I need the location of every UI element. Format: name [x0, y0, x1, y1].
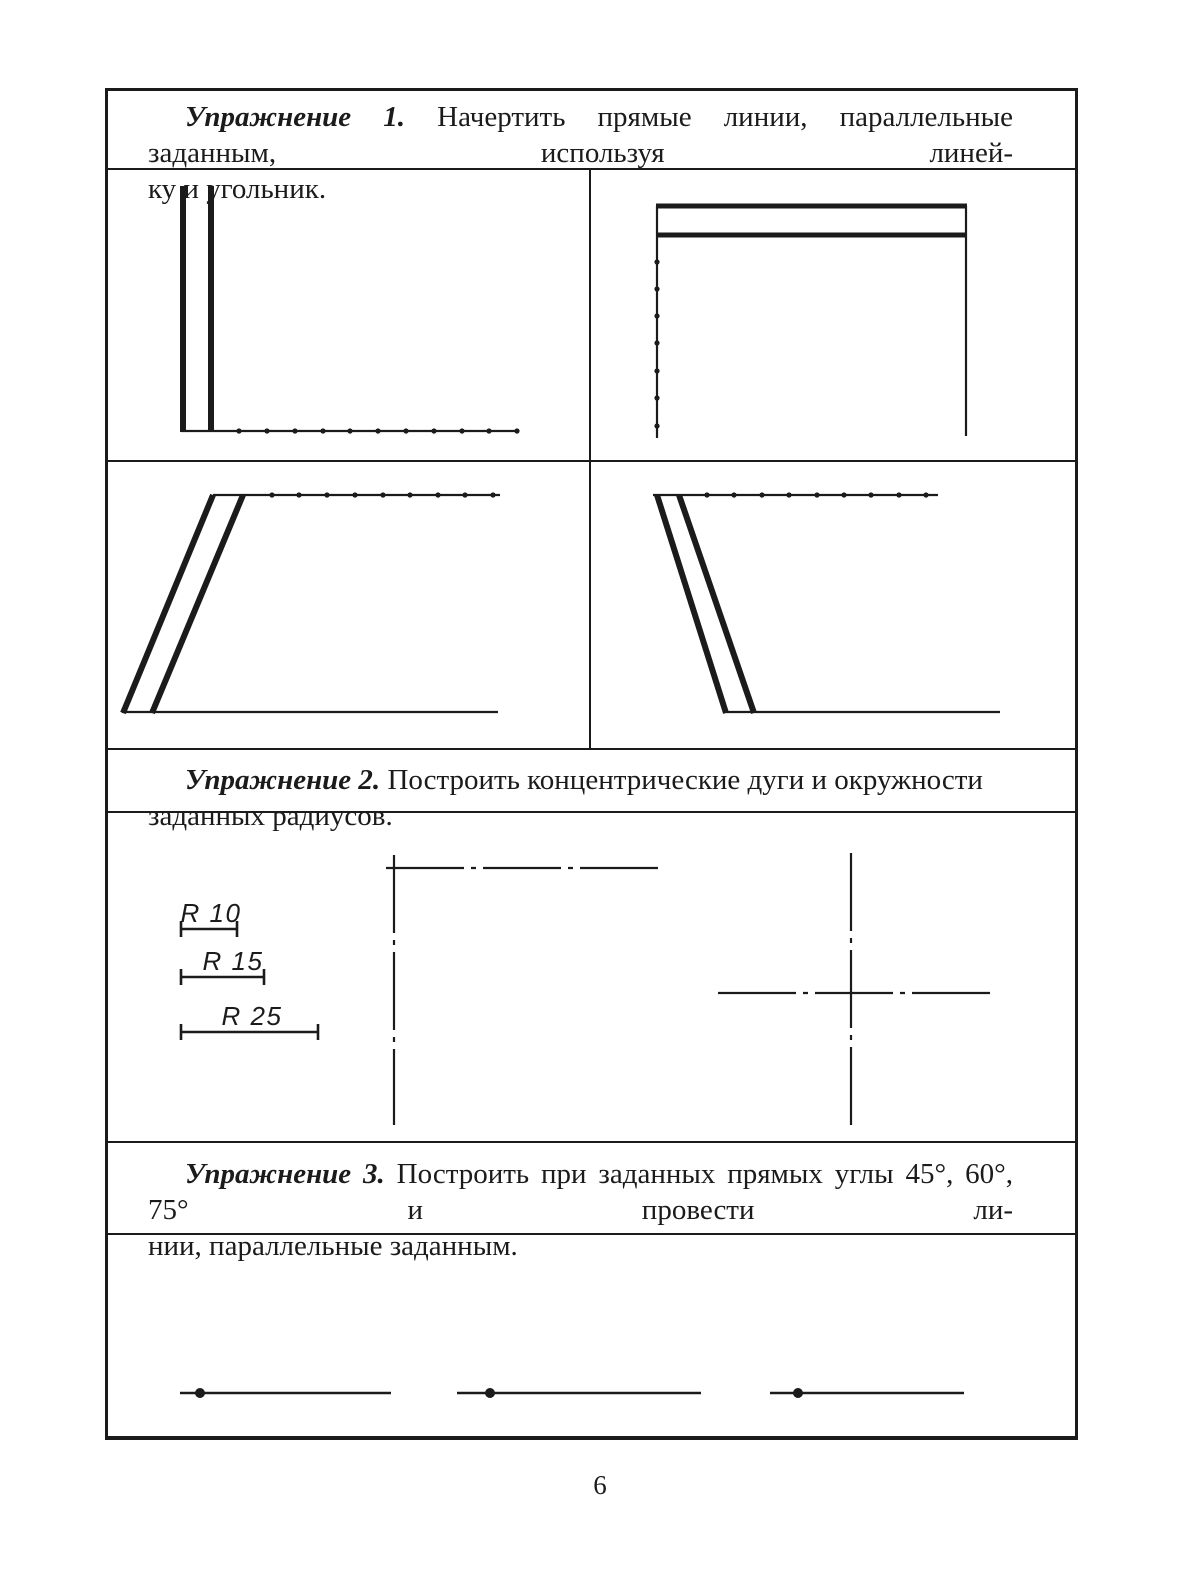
quadrant-slanted-lines-left — [591, 462, 1075, 748]
quadrant-horizontal-divider — [108, 460, 1075, 462]
quadrant-vertical-divider — [589, 170, 591, 748]
exercise-3-label: Упражнение 3. — [185, 1158, 385, 1190]
radius-label-r10: R 10 — [180, 898, 242, 928]
exercise-3-body-1: Построить при заданных прямых углы 45°, 60°, 75° и провести ли- — [148, 1158, 1014, 1226]
exercise-3-line-1 — [148, 1156, 1013, 1228]
exercise-3-line-2: нии, параллельные заданным. — [148, 1230, 518, 1262]
exercise-3-header — [108, 1143, 1075, 1262]
exercise-2-header — [108, 750, 1075, 832]
exercise-1-label: Упражнение 1. — [185, 101, 406, 133]
quadrant-horizontal-parallel-lines — [591, 170, 1075, 460]
exercise-1-header — [108, 91, 1075, 205]
exercise-1-body-1: Начертить прямые линии, параллельные заданным, используя линей- — [148, 101, 1013, 169]
worksheet-frame — [105, 88, 1078, 1440]
radius-label-r15: R 15 — [202, 946, 264, 976]
exercise-1-line-1 — [148, 99, 1013, 171]
exercise-2-figure-area — [108, 813, 1075, 1143]
exercise-2-body-1: Построить концентрические дуги и окружности заданных радиусов. — [148, 764, 983, 832]
quadrant-vertical-parallel-lines — [108, 170, 589, 460]
radius-label-r25: R 25 — [221, 1001, 283, 1031]
exercise-3-figure-area — [108, 1235, 1075, 1436]
exercise-1-quadrants — [108, 170, 1075, 750]
page-number: 6 — [593, 1470, 607, 1500]
exercise-2-label: Упражнение 2. — [185, 764, 381, 796]
quadrant-slanted-lines-right — [108, 462, 589, 748]
exercise-1-line-2: ку и угольник. — [148, 173, 327, 205]
